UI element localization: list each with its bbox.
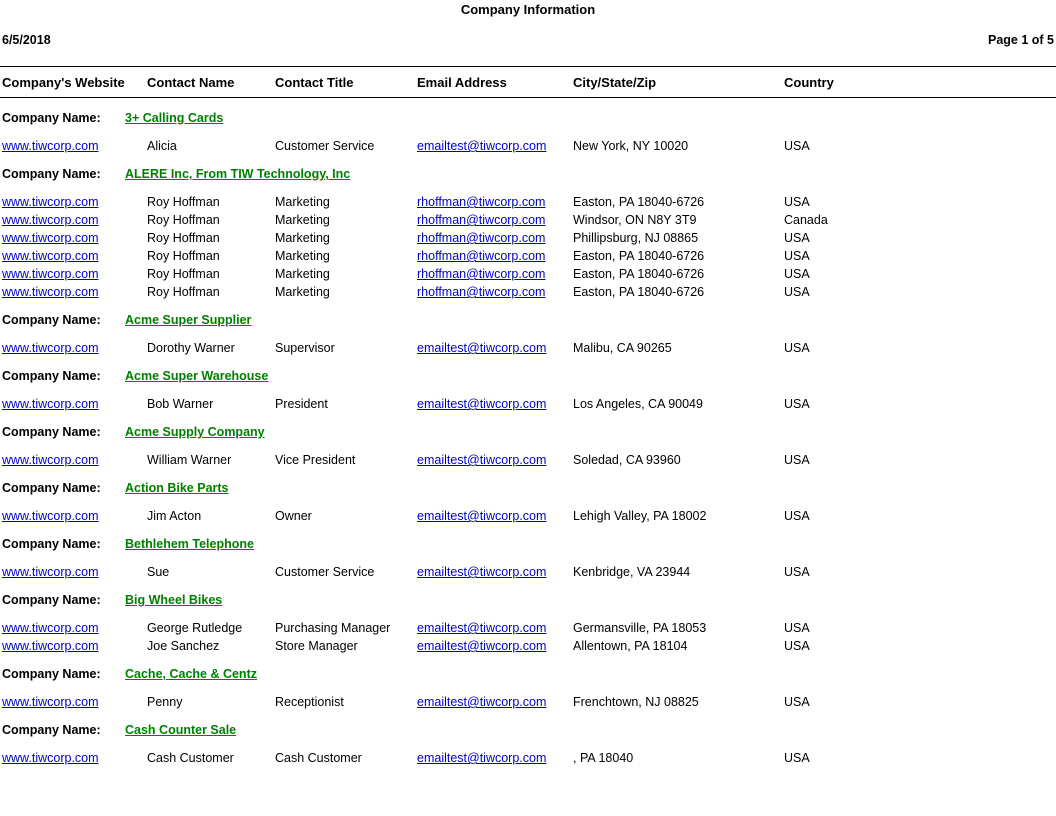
- column-header-contact-title: Contact Title: [275, 75, 354, 90]
- contact-name: Bob Warner: [147, 397, 214, 411]
- column-header-contact-name: Contact Name: [147, 75, 235, 90]
- contact-title: Marketing: [275, 213, 330, 227]
- contact-name: Roy Hoffman: [147, 285, 220, 299]
- company-name-link[interactable]: ALERE Inc, From TIW Technology, Inc: [125, 167, 351, 181]
- contact-title: Customer Service: [275, 565, 375, 579]
- company-name-link[interactable]: Acme Super Warehouse: [125, 369, 269, 383]
- email-link[interactable]: emailtest@tiwcorp.com: [417, 751, 547, 765]
- website-link[interactable]: www.tiwcorp.com: [2, 195, 99, 209]
- website-link[interactable]: www.tiwcorp.com: [2, 751, 99, 765]
- contact-name: Roy Hoffman: [147, 213, 220, 227]
- country: USA: [784, 195, 810, 209]
- contact-title: Marketing: [275, 195, 330, 209]
- email-link[interactable]: emailtest@tiwcorp.com: [417, 139, 547, 153]
- country: USA: [784, 621, 810, 635]
- contact-name: Roy Hoffman: [147, 249, 220, 263]
- contact-name: Cash Customer: [147, 751, 234, 765]
- contact-title: Owner: [275, 509, 312, 523]
- company-name-label: Company Name:: [2, 537, 101, 551]
- country: USA: [784, 231, 810, 245]
- website-link[interactable]: www.tiwcorp.com: [2, 397, 99, 411]
- contact-name: Alicia: [147, 139, 177, 153]
- company-name-label: Company Name:: [2, 111, 101, 125]
- contact-title: President: [275, 397, 328, 411]
- company-name-label: Company Name:: [2, 425, 101, 439]
- contact-title: Marketing: [275, 249, 330, 263]
- country: USA: [784, 695, 810, 709]
- country: USA: [784, 751, 810, 765]
- contact-title: Store Manager: [275, 639, 358, 653]
- email-link[interactable]: emailtest@tiwcorp.com: [417, 397, 547, 411]
- company-name-link[interactable]: Cache, Cache & Centz: [125, 667, 257, 681]
- email-link[interactable]: emailtest@tiwcorp.com: [417, 621, 547, 635]
- website-link[interactable]: www.tiwcorp.com: [2, 453, 99, 467]
- email-link[interactable]: rhoffman@tiwcorp.com: [417, 213, 546, 227]
- website-link[interactable]: www.tiwcorp.com: [2, 621, 99, 635]
- country: USA: [784, 453, 810, 467]
- company-name-label: Company Name:: [2, 167, 101, 181]
- company-name-link[interactable]: Bethlehem Telephone: [125, 537, 254, 551]
- contact-name: Sue: [147, 565, 170, 579]
- contact-name: Roy Hoffman: [147, 195, 220, 209]
- report-title: Company Information: [460, 2, 596, 17]
- contact-name: Dorothy Warner: [147, 341, 235, 355]
- country: USA: [784, 639, 810, 653]
- contact-name: William Warner: [147, 453, 232, 467]
- email-link[interactable]: rhoffman@tiwcorp.com: [417, 249, 546, 263]
- contact-title: Marketing: [275, 231, 330, 245]
- website-link[interactable]: www.tiwcorp.com: [2, 139, 99, 153]
- city-state-zip: Lehigh Valley, PA 18002: [573, 509, 707, 523]
- page-number: Page 1 of 5: [988, 33, 1054, 47]
- city-state-zip: Los Angeles, CA 90049: [573, 397, 703, 411]
- contact-title: Purchasing Manager: [275, 621, 391, 635]
- website-link[interactable]: www.tiwcorp.com: [2, 639, 99, 653]
- contact-name: Penny: [147, 695, 183, 709]
- country: USA: [784, 139, 810, 153]
- company-name-label: Company Name:: [2, 723, 101, 737]
- contact-title: Supervisor: [275, 341, 335, 355]
- email-link[interactable]: emailtest@tiwcorp.com: [417, 565, 547, 579]
- city-state-zip: Allentown, PA 18104: [573, 639, 688, 653]
- company-name-link[interactable]: Cash Counter Sale: [125, 723, 237, 737]
- website-link[interactable]: www.tiwcorp.com: [2, 341, 99, 355]
- contact-title: Vice President: [275, 453, 356, 467]
- email-link[interactable]: rhoffman@tiwcorp.com: [417, 285, 546, 299]
- city-state-zip: Kenbridge, VA 23944: [573, 565, 691, 579]
- column-header-website: Company's Website: [2, 75, 125, 90]
- company-name-link[interactable]: Acme Supply Company: [125, 425, 265, 439]
- email-link[interactable]: rhoffman@tiwcorp.com: [417, 231, 546, 245]
- city-state-zip: Easton, PA 18040-6726: [573, 249, 705, 263]
- country: USA: [784, 565, 810, 579]
- contact-name: Jim Acton: [147, 509, 202, 523]
- city-state-zip: Easton, PA 18040-6726: [573, 285, 705, 299]
- report-date: 6/5/2018: [2, 33, 51, 47]
- column-header-country: Country: [784, 75, 834, 90]
- company-name-link[interactable]: Acme Super Supplier: [125, 313, 252, 327]
- company-name-link[interactable]: Action Bike Parts: [125, 481, 229, 495]
- city-state-zip: Windsor, ON N8Y 3T9: [573, 213, 697, 227]
- city-state-zip: Germansville, PA 18053: [573, 621, 707, 635]
- city-state-zip: Phillipsburg, NJ 08865: [573, 231, 699, 245]
- contact-name: Roy Hoffman: [147, 231, 220, 245]
- website-link[interactable]: www.tiwcorp.com: [2, 509, 99, 523]
- country: USA: [784, 267, 810, 281]
- company-name-label: Company Name:: [2, 313, 101, 327]
- email-link[interactable]: emailtest@tiwcorp.com: [417, 695, 547, 709]
- email-link[interactable]: emailtest@tiwcorp.com: [417, 509, 547, 523]
- column-header-email: Email Address: [417, 75, 507, 90]
- company-name-label: Company Name:: [2, 667, 101, 681]
- country: USA: [784, 397, 810, 411]
- country: USA: [784, 249, 810, 263]
- city-state-zip: Frenchtown, NJ 08825: [573, 695, 699, 709]
- website-link[interactable]: www.tiwcorp.com: [2, 213, 99, 227]
- country: USA: [784, 509, 810, 523]
- company-name-link[interactable]: Big Wheel Bikes: [125, 593, 223, 607]
- city-state-zip: New York, NY 10020: [573, 139, 689, 153]
- column-header-city-state-zip: City/State/Zip: [573, 75, 657, 90]
- city-state-zip: Soledad, CA 93960: [573, 453, 681, 467]
- website-link[interactable]: www.tiwcorp.com: [2, 267, 99, 281]
- email-link[interactable]: emailtest@tiwcorp.com: [417, 453, 547, 467]
- contact-name: George Rutledge: [147, 621, 243, 635]
- company-name-label: Company Name:: [2, 369, 101, 383]
- city-state-zip: Malibu, CA 90265: [573, 341, 672, 355]
- contact-name: Joe Sanchez: [147, 639, 220, 653]
- city-state-zip: Easton, PA 18040-6726: [573, 195, 705, 209]
- country: Canada: [784, 213, 828, 227]
- contact-title: Receptionist: [275, 695, 344, 709]
- website-link[interactable]: www.tiwcorp.com: [2, 695, 99, 709]
- contact-title: Marketing: [275, 285, 330, 299]
- email-link[interactable]: rhoffman@tiwcorp.com: [417, 195, 546, 209]
- email-link[interactable]: rhoffman@tiwcorp.com: [417, 267, 546, 281]
- website-link[interactable]: www.tiwcorp.com: [2, 249, 99, 263]
- website-link[interactable]: www.tiwcorp.com: [2, 285, 99, 299]
- website-link[interactable]: www.tiwcorp.com: [2, 231, 99, 245]
- city-state-zip: Easton, PA 18040-6726: [573, 267, 705, 281]
- contact-title: Cash Customer: [275, 751, 362, 765]
- city-state-zip: , PA 18040: [573, 751, 634, 765]
- website-link[interactable]: www.tiwcorp.com: [2, 565, 99, 579]
- contact-title: Marketing: [275, 267, 330, 281]
- country: USA: [784, 285, 810, 299]
- contact-title: Customer Service: [275, 139, 375, 153]
- email-link[interactable]: emailtest@tiwcorp.com: [417, 639, 547, 653]
- email-link[interactable]: emailtest@tiwcorp.com: [417, 341, 547, 355]
- company-name-link[interactable]: 3+ Calling Cards: [125, 111, 224, 125]
- company-name-label: Company Name:: [2, 481, 101, 495]
- company-name-label: Company Name:: [2, 593, 101, 607]
- contact-name: Roy Hoffman: [147, 267, 220, 281]
- country: USA: [784, 341, 810, 355]
